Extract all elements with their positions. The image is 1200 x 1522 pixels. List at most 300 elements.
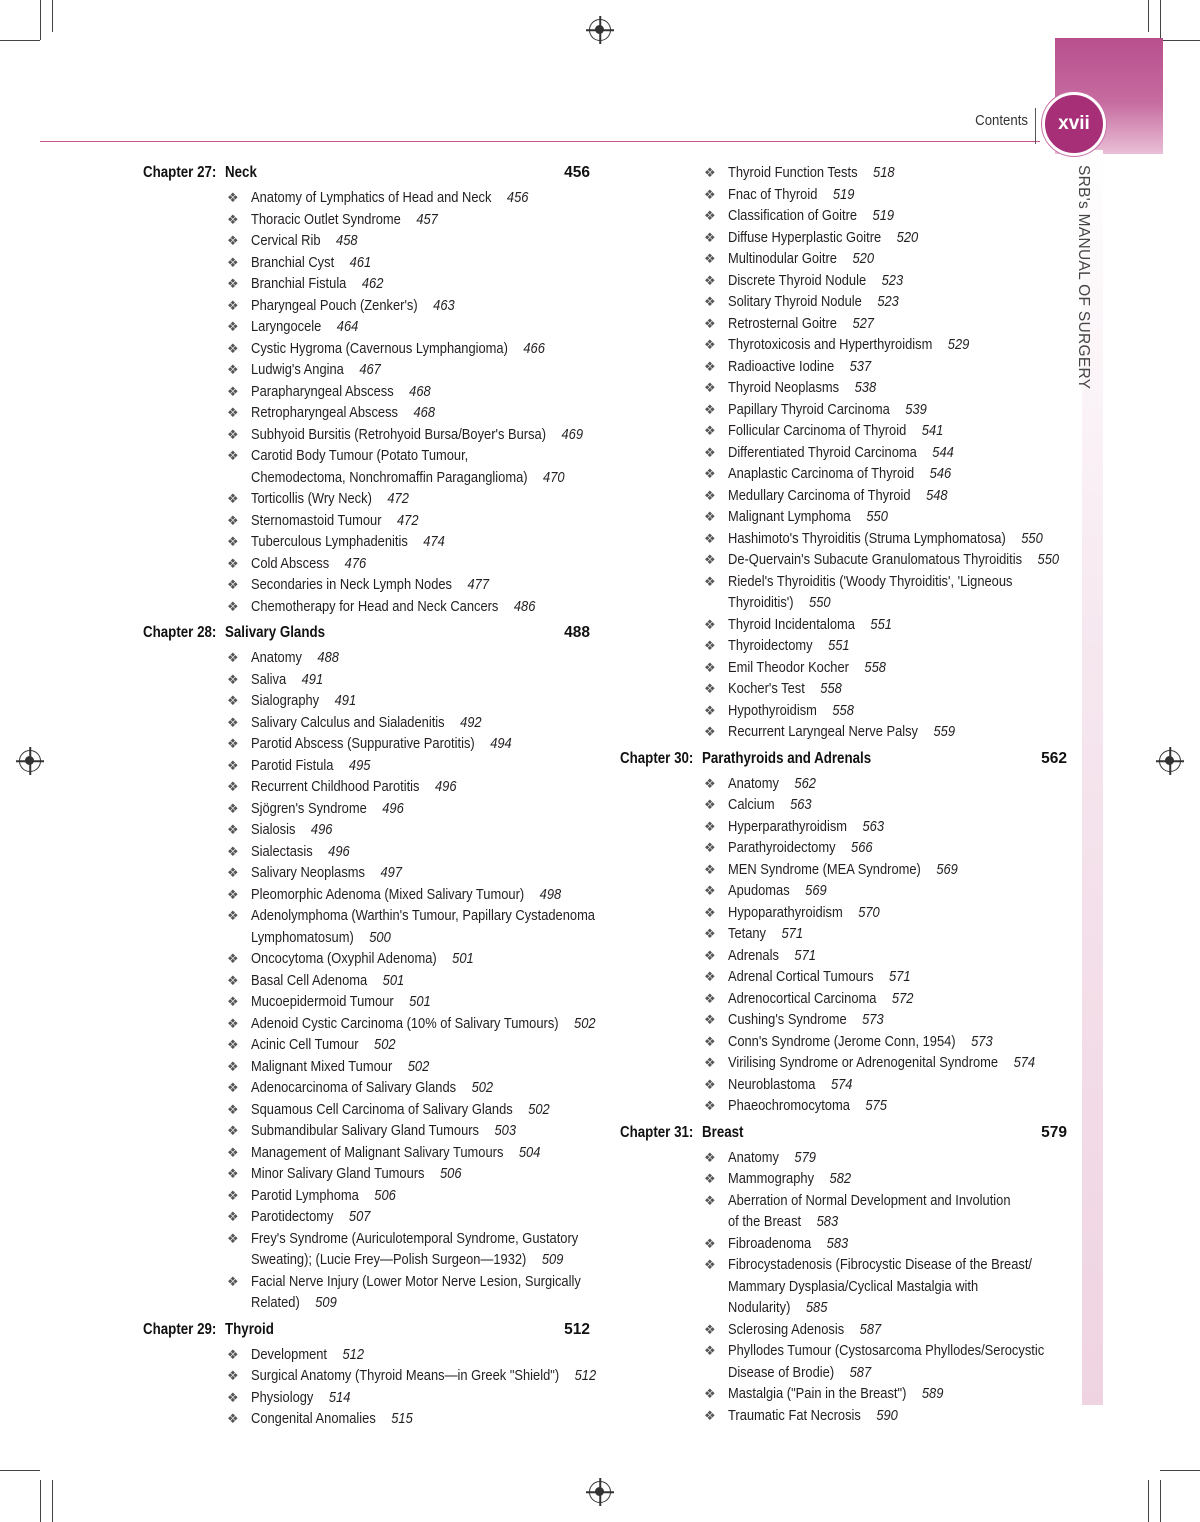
toc-entry[interactable] — [620, 988, 1070, 1010]
toc-entry-page: 476 — [344, 554, 367, 572]
toc-entry-line: Pleomorphic Adenoma (Mixed Salivary Tumour) — [251, 885, 525, 903]
toc-entry[interactable] — [143, 712, 593, 734]
toc-entry[interactable] — [143, 1077, 593, 1099]
toc-entry[interactable] — [620, 270, 1070, 292]
toc-entry[interactable] — [620, 313, 1070, 335]
toc-entry[interactable] — [143, 381, 593, 403]
toc-entry[interactable] — [143, 359, 593, 381]
toc-entry[interactable] — [143, 187, 593, 209]
toc-entry[interactable] — [620, 1340, 1070, 1383]
toc-entry-line: Nodularity) — [728, 1299, 791, 1316]
toc-entry[interactable] — [620, 571, 1070, 614]
toc-entry-page: 512 — [574, 1367, 597, 1384]
toc-entry-line: Conn's Syndrome (Jerome Conn, 1954) — [728, 1032, 956, 1050]
toc-entry-text — [251, 1228, 578, 1271]
toc-entry-page: 587 — [849, 1363, 872, 1381]
toc-entry[interactable] — [620, 1009, 1070, 1031]
toc-entry-text — [251, 187, 528, 209]
toc-entry-line: Classification of Goitre — [728, 207, 858, 224]
toc-entry-line: of the Breast — [728, 1213, 802, 1230]
toc-entry-page: 583 — [826, 1234, 849, 1252]
toc-entry[interactable] — [143, 1142, 593, 1164]
toc-entry-line: Multinodular Goitre — [728, 250, 837, 267]
diamond-bullet-icon: ❖ — [227, 714, 239, 730]
toc-entry[interactable] — [143, 1228, 593, 1271]
toc-entry[interactable] — [143, 948, 593, 970]
toc-entry[interactable] — [620, 923, 1070, 945]
toc-entry-line: Carotid Body Tumour (Potato Tumour, — [251, 447, 469, 464]
toc-entry-page: 458 — [336, 232, 358, 249]
chapter-heading[interactable] — [620, 1122, 1070, 1147]
toc-entry[interactable] — [143, 574, 593, 596]
toc-entry-line: Aberration of Normal Development and Involution — [728, 1191, 1011, 1209]
toc-entry[interactable] — [620, 1319, 1070, 1341]
toc-entry-line: Branchial Fistula — [251, 275, 347, 292]
toc-entry[interactable] — [143, 230, 593, 252]
toc-entry-text — [251, 273, 383, 295]
toc-entry-page: 544 — [932, 443, 954, 461]
toc-entry-page: 573 — [862, 1011, 884, 1028]
toc-entry[interactable] — [620, 1095, 1070, 1117]
toc-entry-line: Branchial Cyst — [251, 253, 335, 271]
toc-entry[interactable] — [143, 596, 593, 618]
diamond-bullet-icon: ❖ — [704, 659, 716, 675]
toc-entry[interactable] — [620, 463, 1070, 485]
toc-entry[interactable] — [143, 733, 593, 755]
toc-entry[interactable] — [143, 1013, 596, 1035]
toc-entry-page: 512 — [342, 1345, 365, 1363]
toc-entry-page: 585 — [805, 1299, 828, 1316]
toc-entry-line: Facial Nerve Injury (Lower Motor Nerve Lesion, Surgically — [251, 1272, 581, 1290]
toc-entry[interactable] — [143, 841, 593, 863]
toc-entry[interactable] — [620, 1168, 1070, 1190]
toc-entry[interactable] — [620, 506, 1070, 528]
toc-entry[interactable] — [620, 794, 1070, 816]
toc-entry[interactable] — [143, 1344, 593, 1366]
toc-entry-text — [251, 798, 404, 820]
chapter-label: Chapter 29: — [143, 1320, 217, 1338]
toc-entry-line: Adrenal Cortical Tumours — [728, 968, 874, 985]
toc-entry[interactable] — [620, 248, 1070, 270]
toc-entry[interactable] — [143, 1034, 593, 1056]
toc-entry[interactable] — [143, 338, 593, 360]
toc-entry[interactable] — [143, 295, 593, 317]
toc-entry-text — [251, 1163, 462, 1185]
toc-entry-line: Diffuse Hyperplastic Goitre — [728, 228, 882, 246]
toc-entry-line: Anatomy of Lymphatics of Head and Neck — [251, 189, 492, 206]
registration-mark-icon — [1159, 750, 1181, 772]
diamond-bullet-icon: ❖ — [227, 276, 239, 291]
toc-entry[interactable] — [143, 1271, 593, 1314]
toc-entry-line: Sternomastoid Tumour — [251, 511, 382, 529]
toc-entry[interactable] — [143, 1408, 593, 1430]
chapter-page-number: 512 — [564, 1320, 590, 1338]
crop-mark — [0, 40, 40, 41]
toc-entry-text — [728, 162, 895, 184]
diamond-bullet-icon: ❖ — [227, 671, 239, 687]
toc-entry-page: 496 — [434, 778, 457, 795]
toc-entry[interactable] — [620, 1233, 1070, 1255]
toc-entry[interactable] — [620, 721, 1070, 743]
toc-entry-page: 462 — [361, 275, 384, 292]
diamond-bullet-icon: ❖ — [704, 251, 716, 266]
toc-entry-line: Phaeochromocytoma — [728, 1097, 850, 1114]
toc-entry-text — [251, 1185, 396, 1207]
diamond-bullet-icon: ❖ — [227, 598, 239, 614]
toc-entry[interactable] — [620, 1031, 1070, 1053]
chapter-heading[interactable] — [143, 1319, 593, 1344]
toc-entry-line: Anatomy — [728, 1148, 779, 1166]
toc-entry[interactable] — [620, 1052, 1070, 1074]
toc-entry[interactable] — [620, 162, 1070, 184]
toc-entry[interactable] — [143, 776, 593, 798]
toc-entry-line: Neuroblastoma — [728, 1075, 816, 1093]
toc-entry[interactable] — [620, 945, 1070, 967]
toc-entry[interactable] — [143, 424, 593, 446]
toc-entry-line: Thyroid Function Tests — [728, 164, 858, 181]
crop-mark — [1148, 0, 1149, 32]
toc-entry-line: Mammography — [728, 1170, 815, 1187]
diamond-bullet-icon: ❖ — [227, 512, 239, 528]
toc-entry[interactable] — [143, 647, 593, 669]
toc-entry[interactable] — [143, 553, 593, 575]
toc-entry-text — [728, 528, 1043, 550]
diamond-bullet-icon: ❖ — [704, 840, 716, 855]
toc-entry[interactable] — [620, 420, 1070, 442]
toc-entry-line: Thyroiditis') — [728, 594, 794, 611]
toc-entry-line: Torticollis (Wry Neck) — [251, 490, 372, 507]
toc-entry-page: 573 — [971, 1032, 993, 1050]
toc-entry-text — [728, 184, 854, 206]
chapter-heading[interactable] — [143, 162, 593, 187]
toc-entry-line: Discrete Thyroid Nodule — [728, 271, 867, 289]
toc-entry[interactable] — [620, 657, 1070, 679]
diamond-bullet-icon: ❖ — [704, 861, 716, 877]
toc-entry-page: 548 — [926, 486, 948, 504]
toc-entry-line: Solitary Thyroid Nodule — [728, 293, 862, 310]
toc-entry-text — [251, 230, 358, 252]
chapter-page-number: 579 — [1041, 1123, 1067, 1141]
toc-entry[interactable] — [620, 1147, 1070, 1169]
toc-entry-text — [251, 905, 595, 948]
toc-entry[interactable] — [143, 531, 593, 553]
toc-entry-text — [251, 669, 323, 691]
toc-entry-line: Mastalgia ("Pain in the Breast") — [728, 1385, 907, 1402]
toc-entry[interactable] — [620, 1190, 1070, 1233]
chapter-label: Chapter 30: — [620, 749, 694, 767]
toc-entry-page: 496 — [310, 821, 333, 838]
chapter-page-number: 562 — [1041, 749, 1067, 767]
diamond-bullet-icon: ❖ — [704, 724, 716, 739]
diamond-bullet-icon: ❖ — [704, 1321, 716, 1337]
toc-entry[interactable] — [620, 614, 1070, 636]
diamond-bullet-icon: ❖ — [227, 1144, 239, 1160]
toc-entry-text — [728, 291, 899, 313]
toc-entry-line: Related) — [251, 1294, 300, 1311]
diamond-bullet-icon: ❖ — [227, 822, 239, 837]
toc-entry[interactable] — [620, 966, 1070, 988]
toc-entry[interactable] — [143, 819, 593, 841]
toc-entry-line: Submandibular Salivary Gland Tumours — [251, 1122, 480, 1139]
toc-entry[interactable] — [620, 1254, 1070, 1319]
toc-entry[interactable] — [143, 510, 593, 532]
toc-entry-line: Papillary Thyroid Carcinoma — [728, 400, 890, 418]
toc-entry-text — [728, 463, 951, 485]
toc-entry-line: Riedel's Thyroiditis ('Woody Thyroiditis', 'Ligneous — [728, 572, 1013, 590]
toc-entry[interactable] — [143, 252, 593, 274]
toc-entry[interactable] — [620, 880, 1070, 902]
toc-entry-text — [251, 1034, 396, 1056]
diamond-bullet-icon: ❖ — [227, 1166, 239, 1181]
toc-entry-text — [728, 334, 969, 356]
toc-entry-line: Management of Malignant Salivary Tumours — [251, 1143, 504, 1161]
toc-entry-line: Fibrocystadenosis (Fibrocystic Disease of the Breast/ — [728, 1256, 1032, 1273]
chapter-heading[interactable] — [143, 622, 593, 647]
toc-entry-text — [251, 712, 482, 734]
toc-entry[interactable] — [143, 1120, 593, 1142]
toc-entry[interactable] — [143, 1056, 593, 1078]
toc-entry[interactable] — [143, 970, 593, 992]
toc-entry-page: 468 — [409, 382, 431, 400]
toc-entry-line: Traumatic Fat Necrosis — [728, 1406, 861, 1424]
toc-entry[interactable] — [620, 334, 1070, 356]
toc-entry-text — [251, 510, 419, 532]
diamond-bullet-icon: ❖ — [227, 800, 239, 816]
diamond-bullet-icon: ❖ — [704, 165, 716, 180]
toc-entry[interactable] — [620, 377, 1070, 399]
toc-entry-line: Parathyroidectomy — [728, 839, 836, 856]
diamond-bullet-icon: ❖ — [704, 969, 716, 984]
toc-entry[interactable] — [620, 205, 1070, 227]
toc-entry-line: Calcium — [728, 796, 775, 813]
toc-entry-text — [728, 1405, 898, 1427]
toc-entry[interactable] — [620, 773, 1070, 795]
toc-entry[interactable] — [143, 1206, 593, 1228]
toc-entry-text — [728, 1009, 884, 1031]
toc-entry[interactable] — [620, 356, 1070, 378]
diamond-bullet-icon: ❖ — [704, 552, 716, 567]
toc-entry[interactable] — [143, 884, 593, 906]
toc-entry-page: 496 — [382, 799, 404, 817]
toc-entry[interactable] — [143, 1387, 593, 1409]
toc-entry-line: Parotid Lymphoma — [251, 1186, 359, 1204]
crop-mark — [1160, 40, 1200, 41]
diamond-bullet-icon: ❖ — [704, 1386, 716, 1401]
toc-entry-page: 494 — [490, 735, 512, 752]
toc-entry-text — [251, 948, 474, 970]
toc-entry[interactable] — [143, 1185, 593, 1207]
toc-entry[interactable] — [620, 442, 1070, 464]
toc-entry-line: Adenolymphoma (Warthin's Tumour, Papillary Cystadenoma — [251, 907, 595, 924]
toc-entry-line: Thoracic Outlet Syndrome — [251, 210, 401, 228]
toc-entry-line: Fnac of Thyroid — [728, 185, 818, 203]
toc-entry-page: 502 — [471, 1079, 494, 1096]
toc-entry[interactable] — [143, 316, 593, 338]
toc-entry-line: Parapharyngeal Abscess — [251, 382, 394, 400]
diamond-bullet-icon: ❖ — [227, 1368, 239, 1383]
toc-entry-text — [728, 248, 874, 270]
toc-entry-line: Recurrent Laryngeal Nerve Palsy — [728, 723, 919, 740]
toc-entry[interactable] — [143, 755, 593, 777]
toc-entry-line: Basal Cell Adenoma — [251, 971, 368, 989]
toc-entry-page: 550 — [866, 508, 888, 525]
toc-entry-page: 582 — [829, 1170, 852, 1187]
toc-entry[interactable] — [143, 690, 593, 712]
toc-entry-line: Radioactive Iodine — [728, 357, 835, 375]
diamond-bullet-icon: ❖ — [704, 1171, 716, 1186]
toc-entry-text — [728, 1052, 1035, 1074]
toc-entry[interactable] — [143, 1163, 593, 1185]
toc-entry[interactable] — [143, 488, 593, 510]
toc-entry-text — [728, 966, 911, 988]
toc-entry-page: 501 — [452, 950, 474, 967]
registration-mark-icon — [589, 1481, 611, 1503]
toc-entry-line: Recurrent Childhood Parotitis — [251, 778, 420, 795]
diamond-bullet-icon: ❖ — [704, 358, 716, 374]
diamond-bullet-icon: ❖ — [227, 448, 239, 463]
diamond-bullet-icon: ❖ — [227, 405, 239, 420]
diamond-bullet-icon: ❖ — [704, 797, 716, 812]
toc-entry-text — [728, 678, 842, 700]
toc-entry-line: Adenocarcinoma of Salivary Glands — [251, 1079, 457, 1096]
toc-entry[interactable] — [620, 700, 1070, 722]
toc-entry[interactable] — [143, 798, 593, 820]
diamond-bullet-icon: ❖ — [704, 337, 716, 352]
toc-entry[interactable] — [620, 859, 1070, 881]
crop-mark — [40, 1480, 41, 1522]
toc-entry-line: Malignant Mixed Tumour — [251, 1057, 393, 1075]
diamond-bullet-icon: ❖ — [704, 401, 716, 417]
toc-entry-text — [251, 359, 381, 381]
toc-entry[interactable] — [143, 862, 593, 884]
diamond-bullet-icon: ❖ — [227, 736, 239, 751]
toc-entry[interactable] — [620, 678, 1070, 700]
toc-entry-text — [728, 794, 812, 816]
toc-entry-page: 502 — [528, 1100, 550, 1118]
toc-entry-line: Medullary Carcinoma of Thyroid — [728, 486, 911, 504]
toc-entry[interactable] — [620, 816, 1070, 838]
toc-entry-text — [728, 923, 803, 945]
toc-entry-page: 491 — [334, 692, 357, 709]
toc-entry[interactable] — [620, 635, 1070, 657]
toc-entry-line: Follicular Carcinoma of Thyroid — [728, 422, 907, 439]
toc-entry-page: 488 — [317, 649, 339, 666]
chapter-label: Chapter 27: — [143, 164, 217, 181]
toc-entry-page: 502 — [574, 1014, 596, 1032]
toc-entry-line: Sclerosing Adenosis — [728, 1320, 845, 1338]
toc-entry[interactable] — [620, 227, 1070, 249]
toc-entry[interactable] — [620, 485, 1070, 507]
toc-entry-line: Hyperparathyroidism — [728, 817, 848, 835]
toc-entry[interactable] — [143, 669, 593, 691]
toc-entry-page: 500 — [369, 928, 391, 946]
diamond-bullet-icon: ❖ — [704, 681, 716, 696]
toc-entry-page: 520 — [852, 250, 874, 267]
toc-entry-line: Kocher's Test — [728, 680, 805, 697]
book-title-vertical: SRB's MANUAL OF SURGERY — [1075, 165, 1092, 390]
diamond-bullet-icon: ❖ — [227, 1411, 239, 1426]
diamond-bullet-icon: ❖ — [704, 1257, 716, 1272]
toc-entry-page: 472 — [387, 490, 409, 507]
diamond-bullet-icon: ❖ — [227, 491, 239, 506]
toc-entry-text — [728, 549, 1059, 571]
header-rule — [40, 141, 1040, 142]
toc-entry[interactable] — [620, 549, 1070, 571]
toc-entry-text — [728, 1233, 848, 1255]
diamond-bullet-icon: ❖ — [227, 1101, 239, 1117]
toc-entry-line: Fibroadenoma — [728, 1234, 812, 1252]
toc-entry-line: Parotidectomy — [251, 1208, 334, 1225]
chapter-label: Chapter 31: — [620, 1123, 694, 1141]
toc-entry-page: 509 — [541, 1251, 564, 1268]
toc-entry[interactable] — [620, 1383, 1070, 1405]
chapter-page-number: 456 — [564, 164, 590, 181]
diamond-bullet-icon: ❖ — [704, 1149, 716, 1165]
toc-entry[interactable] — [620, 837, 1070, 859]
toc-entry[interactable] — [620, 291, 1070, 313]
toc-entry[interactable] — [143, 1099, 593, 1121]
toc-entry-page: 574 — [1013, 1054, 1036, 1071]
toc-entry-page: 486 — [513, 597, 536, 615]
toc-entry[interactable] — [620, 1074, 1070, 1096]
diamond-bullet-icon: ❖ — [227, 1015, 239, 1031]
diamond-bullet-icon: ❖ — [704, 947, 716, 963]
toc-entry-page: 550 — [1021, 529, 1043, 547]
toc-entry-text — [251, 1056, 429, 1078]
toc-entry-text — [251, 338, 545, 360]
toc-entry-text — [251, 690, 356, 712]
toc-entry-page: 575 — [865, 1097, 887, 1114]
toc-entry-text — [251, 1206, 370, 1228]
toc-entry[interactable] — [143, 273, 593, 295]
toc-entry[interactable] — [143, 1365, 597, 1387]
toc-entry[interactable] — [620, 184, 1070, 206]
crop-mark — [1148, 1480, 1149, 1522]
toc-entry[interactable] — [143, 209, 593, 231]
diamond-bullet-icon: ❖ — [704, 990, 716, 1006]
diamond-bullet-icon: ❖ — [227, 1389, 239, 1405]
diamond-bullet-icon: ❖ — [704, 509, 716, 524]
toc-entry-line: Squamous Cell Carcinoma of Salivary Glands — [251, 1100, 513, 1118]
toc-entry-text — [728, 657, 886, 679]
toc-entry-text — [728, 1147, 816, 1169]
toc-entry-text — [728, 945, 816, 967]
toc-entry[interactable] — [143, 445, 593, 488]
chapter-heading[interactable] — [620, 748, 1070, 773]
toc-entry[interactable] — [143, 991, 593, 1013]
toc-entry-text — [251, 553, 366, 575]
toc-entry[interactable] — [143, 402, 593, 424]
toc-entry-page: 466 — [523, 339, 545, 357]
crop-mark — [40, 0, 41, 40]
toc-entry-page: 469 — [561, 425, 584, 443]
toc-entry-line: Differentiated Thyroid Carcinoma — [728, 443, 917, 461]
toc-entry[interactable] — [620, 399, 1070, 421]
toc-entry-line: Retropharyngeal Abscess — [251, 404, 399, 421]
toc-entry-line: Salivary Calculus and Sialadenitis — [251, 713, 445, 731]
toc-entry[interactable] — [620, 1405, 1070, 1427]
toc-entry[interactable] — [620, 902, 1070, 924]
toc-entry-text — [251, 209, 438, 231]
toc-entry-line: Development — [251, 1345, 328, 1363]
toc-entry[interactable] — [143, 905, 593, 948]
toc-entry[interactable] — [620, 528, 1070, 550]
toc-entry-page: 550 — [1037, 551, 1060, 568]
toc-entry-page: 571 — [794, 946, 816, 964]
diamond-bullet-icon: ❖ — [227, 190, 239, 205]
toc-entry-page: 571 — [889, 968, 911, 985]
toc-entry-text — [728, 1168, 851, 1190]
